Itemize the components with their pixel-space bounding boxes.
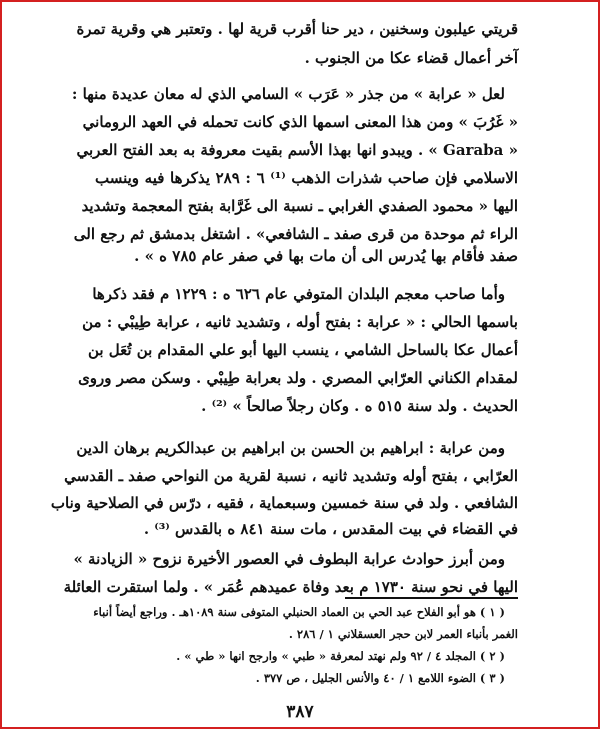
text-line: الراء ثم موحدة من قرى صفد ـ الشافعي» . اشتغل بدمشق ثم رجع الى [73, 225, 518, 243]
text-line: الحديث . ولد سنة ٥١٥ ه . وكان رجلاً صالحاً » ⁽²⁾ . [201, 397, 518, 415]
text-line: صفد فأقام بها يُدرس الى أن مات بها في صفر عام ٧٨٥ ه » . [134, 247, 518, 265]
footnote-separator [345, 597, 518, 599]
text-line: ومن عرابة : ابراهيم بن الحسن بن ابراهيم بن عبدالكريم برهان الدين [76, 439, 505, 457]
text-line: آخر أعمال قضاء عكا من الجنوب . [304, 49, 518, 67]
text-line: باسمها الحالي : « عرابة : بفتح أوله ، وتشديد ثانيه ، عرابة طِيبْي : من [82, 313, 518, 331]
text-line: العرّابي ، بفتح أوله وتشديد ثانيه ، نسبة لقرية من النواحي صفد ـ القدسي [64, 467, 518, 485]
footnote: ( ٢ ) المجلد ٤ / ٩٢ ولم نهتد لمعرفة « طبي » وارجح انها « طي » . [176, 649, 505, 663]
footnote: ( ١ ) هو أبو الفلاح عبد الحي بن العماد الحنبلي المتوفى سنة ١٠٨٩هـ . وراجع أيضاً أنباء [93, 605, 505, 619]
text-line: لعل « عرابة » من جذر « عَرَب » السامي الذي له معان عديدة منها : [71, 85, 505, 103]
footnote: الغمر بأنباء العمر لابن حجر العسقلاني ١ / ٢٨٦ . [288, 627, 518, 641]
text-line: أعمال عكا بالساحل الشامي ، ينسب اليها أبو علي المقدام بن تُعَل بن [87, 341, 518, 359]
text-line: في القضاء في بيت المقدس ، مات سنة ٨٤١ ه بالقدس ⁽³⁾ . [143, 520, 518, 538]
text-line: وأما صاحب معجم البلدان المتوفي عام ٦٢٦ ه : ١٢٢٩ م فقد ذكرها [92, 285, 505, 303]
text-line: قريتي عيلبون وسخنين ، دير حنا أقرب قرية لها . وتعتبر هي وقرية تمرة [76, 20, 518, 38]
footnote: ( ٣ ) الضوء اللامع ١ / ٤٠ والأنس الجليل ، ص ٣٧٧ . [255, 671, 505, 685]
text-line: ومن أبرز حوادث عرابة البطوف في العصور الأخيرة نزوح « الزيادنة » [73, 550, 505, 568]
text-line: اليها « محمود الصفدي الغرابي ـ نسبة الى غَرَّابة بفتح المعجمة وتشديد [81, 197, 518, 215]
text-line: الشافعي . ولد في سنة خمسين وسبعماية ، فقيه ، درّس في الصلاحية وناب [50, 494, 518, 512]
text-line: الاسلامي فإن صاحب شذرات الذهب ⁽¹⁾ ٦ : ٢٨٩ يذكرها فيه وينسب [95, 169, 518, 187]
text-line: لمقدام الكناني العرّابي المصري . ولد بعرابة طِيبْي . وسكن مصر وروى [78, 369, 518, 387]
page-number: ٣٨٧ [286, 702, 314, 722]
text-line: « Garaba » . ويبدو انها بهذا الأسم بقيت معروفة به بعد الفتح العربي [76, 141, 518, 159]
text-line: « غَرُبَ » ومن هذا المعنى اسمها الذي كانت تحمله في العهد الروماني [82, 113, 518, 131]
text-line: اليها في نحو سنة ١٧٣٠ م بعد وفاة عميدهم عُمَر » . ولما استقرت العائلة [63, 578, 518, 596]
